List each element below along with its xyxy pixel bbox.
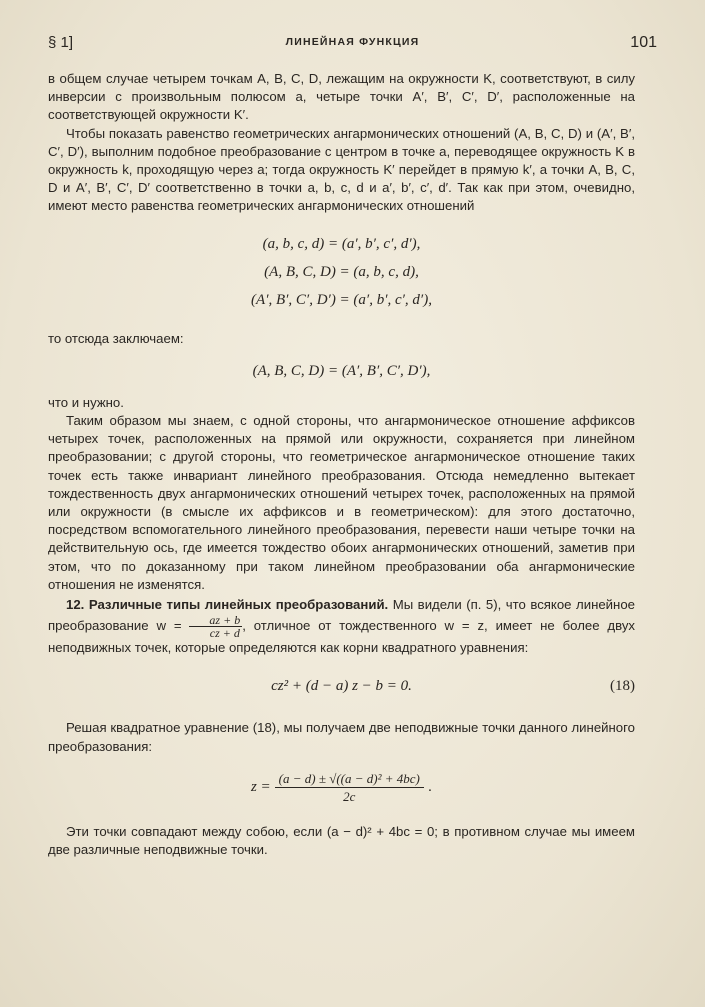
roots-lhs: z =: [250, 779, 271, 796]
paragraph-2: Чтобы показать равенство геометрических ангармонических отношений (A, B, C, D) и (A′, B′, C′, D′), выполним подобное преобразование с центром в точке a, переводящее окружность K в окружность k, проходящую через a; тогда окружность K′ перейдет в прямую k′, а точки A, B, C, D и A′, B′, C′, D′ соответственно в точки a, b, c, d и a′, b′, c′, d′. Так как при этом, очевидно, имеют место равенства геометрических ангармонических отношений: [48, 125, 635, 214]
inline-fraction-denominator: cz + d: [209, 626, 240, 641]
paragraph-8: Эти точки совпадают между собою, если (a − d)² + 4bc = 0; в противном случае мы имеем две различные неподвижные точки.: [48, 823, 635, 858]
paragraph-3: то отсюда заключаем:: [48, 330, 184, 346]
roots-denominator: 2c: [343, 788, 356, 804]
equation-18: cz² + (d − a) z − b = 0.: [271, 678, 412, 695]
equation-number: (18): [610, 678, 635, 695]
formula-1: (a, b, c, d) = (a′, b′, c′, d′),: [262, 235, 421, 252]
equation-18-row: [48, 673, 635, 699]
formula-3: (A′, B′, C′, D′) = (a′, b′, c′, d′),: [251, 291, 432, 308]
formula-group-1: [48, 230, 635, 314]
page-header: [48, 34, 657, 56]
paragraph-5: Таким образом мы знаем, с одной стороны, что ангармоническое отношение аффиксов четырех точек, расположенных на прямой или окружности, сохраняется при линейном преобразовании; с другой стороны, что геометрическое ангармоническое отношение таких точек есть также инвариант линейного преобразования. Отсюда немедленно вытекает тождественность двух ангармонических отношений четырех точек, расположенных на прямой или окружности (в смысле их аффиксов и в геометрическом): для этого достаточно, посредством вспомогательного линейного преобразования, перевести наши четыре точки на действительную ось, где имеется тождество обоих ангармонических отношений, заметив при этом, что по доказанному при таком линейном преобразовании оба ангармонические отношения не изменятся.: [48, 413, 635, 592]
page-body: [48, 70, 635, 859]
paragraph-6-text-a: Мы видели (п. 5), что всякое линейное преобразование w =: [48, 597, 635, 634]
formula-4: (A, B, C, D) = (A′, B′, C′, D′),: [252, 362, 431, 379]
page-number: 101: [630, 34, 657, 51]
roots-formula: [48, 770, 635, 805]
section-marker: § 1]: [48, 34, 74, 51]
paragraph-6: [48, 596, 635, 657]
inline-fraction: [189, 614, 242, 639]
roots-fraction: [275, 770, 424, 805]
paragraph-7: Решая квадратное уравнение (18), мы получаем две неподвижные точки данного линейного преобразования:: [48, 720, 635, 754]
inline-fraction-numerator: az + b: [189, 614, 242, 627]
paragraph-6-text-b: , отличное от тождественного w = z, имеет не более двух неподвижных точек, которые определяются как корни квадратного уравнения:: [48, 618, 636, 656]
paragraph-1: в общем случае четырем точкам A, B, C, D, лежащим на окружности K, соответствуют, в силу инверсии с произвольным полюсом a, четыре точки A′, B′, C′, D′, расположенные на соответствующей окружности K′.: [48, 71, 635, 123]
roots-numerator: (a − d) ± √((a − d)² + 4bc): [275, 770, 424, 788]
paragraph-4: что и нужно.: [48, 394, 124, 410]
roots-period: .: [427, 778, 433, 796]
section-heading: 12. Различные типы линейных преобразований.: [66, 597, 389, 613]
running-title: ЛИНЕЙНАЯ ФУНКЦИЯ: [285, 36, 420, 48]
formula-2: (A, B, C, D) = (a, b, c, d),: [264, 263, 419, 280]
